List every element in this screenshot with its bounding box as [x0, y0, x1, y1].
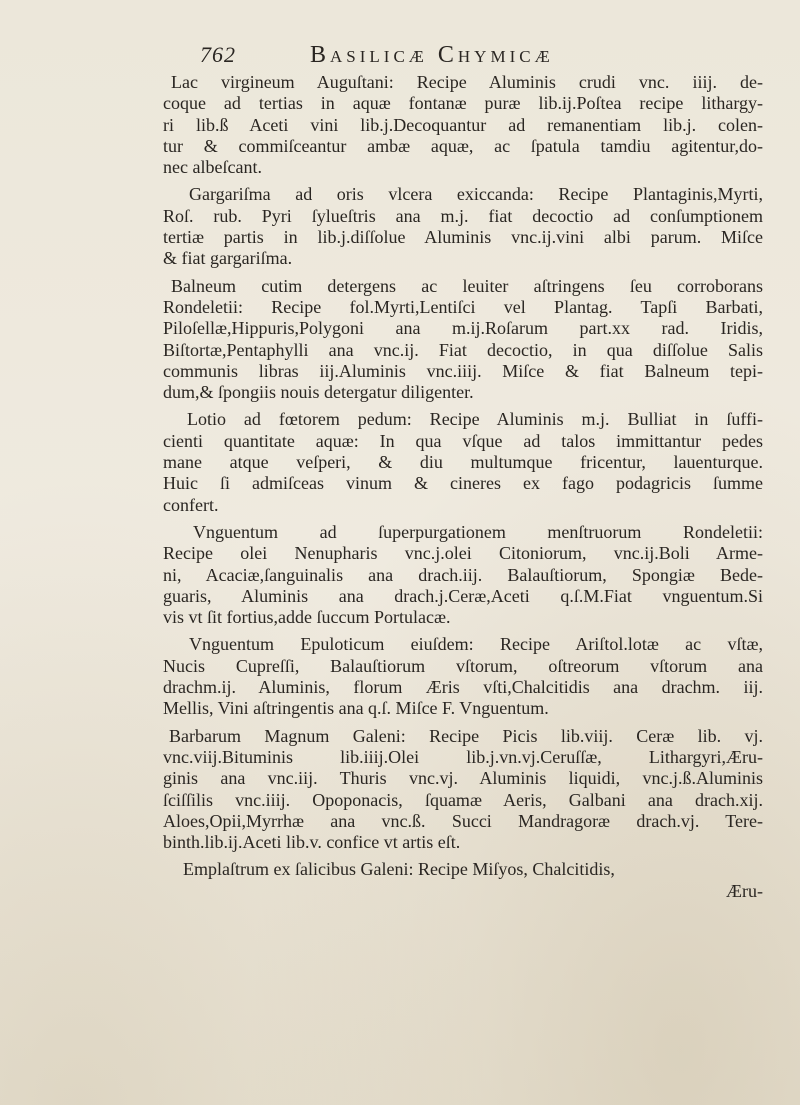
- text-line: Vnguentum ad ſuperpurgationem menſtruorum Rondeletii:: [193, 521, 763, 542]
- text-line: nec albeſcant.: [163, 157, 262, 178]
- text-line: Rondeletii: Recipe fol.Myrti,Lentiſci vel Plantag. Tapſi Barbati,: [163, 296, 763, 317]
- text-line: mane atque veſperi, & diu multumque fricentur, lauenturque.: [163, 452, 763, 473]
- text-line: vis vt ſit fortius,adde ſuccum Portulacæ.: [163, 607, 451, 628]
- text-line: tur & commiſceantur ambæ aquæ, ac ſpatula tamdiu agitentur,do-: [163, 135, 763, 156]
- text-line: Vnguentum Epuloticum eiuſdem: Recipe Ariſtol.lotæ ac vſtæ,: [189, 634, 763, 655]
- text-line: Emplaſtrum ex ſalicibus Galeni: Recipe Miſyos, Chalcitidis,: [183, 859, 615, 880]
- catchword: Æru-: [726, 880, 763, 901]
- text-line: Huic ſi admiſceas vinum & cineres ex fago podagricis ſumme: [163, 473, 763, 494]
- text-line: ri lib.ß Aceti vini lib.j.Decoquantur ad remanentiam lib.j. colen-: [163, 114, 763, 135]
- text-line: cienti quantitate aquæ: In qua vſque ad talos immittantur pedes: [163, 430, 763, 451]
- text-line: guaris, Aluminis ana drach.j.Ceræ,Aceti q.ſ.M.Fiat vnguentum.Si: [163, 585, 763, 606]
- page-number: 762: [200, 42, 236, 67]
- text-line: Nucis Cupreſſi, Balauſtiorum vſtorum, oſtreorum vſtorum ana: [163, 655, 763, 676]
- text-line: Mellis, Vini aſtringentis ana q.ſ. Miſce F. Vnguentum.: [163, 698, 549, 719]
- page-header: [200, 42, 760, 72]
- paragraph: [163, 276, 763, 404]
- running-head: Basilicæ Chymicæ: [310, 42, 554, 68]
- text-line: coque ad tertias in aquæ fontanæ puræ lib.ij.Poſtea recipe lithargy-: [163, 93, 763, 114]
- text-line: Barbarum Magnum Galeni: Recipe Picis lib.viij. Ceræ lib. vj.: [169, 725, 763, 746]
- paragraph: [163, 72, 763, 178]
- text-line: communis libras iij.Aluminis vnc.iiij. Miſce & fiat Balneum tepi-: [163, 360, 763, 381]
- text-line: dum,& ſpongiis nouis detergatur diligenter.: [163, 382, 474, 403]
- text-line: ſciſſilis vnc.iiij. Opoponacis, ſquamæ Aeris, Galbani ana drach.xij.: [163, 789, 763, 810]
- text-line: confert.: [163, 494, 219, 515]
- text-line: & fiat gargariſma.: [163, 248, 293, 269]
- text-line: tertiæ partis in lib.j.diſſolue Aluminis vnc.ij.vini albi parum. Miſce: [163, 227, 763, 248]
- paragraph: [163, 184, 763, 269]
- text-line: drachm.ij. Aluminis, florum Æris vſti,Chalcitidis ana drachm. iij.: [163, 677, 763, 698]
- text-line: Recipe olei Nenupharis vnc.j.olei Citoniorum, vnc.ij.Boli Arme-: [163, 543, 763, 564]
- paragraph: [163, 522, 763, 628]
- body-text: [163, 72, 763, 902]
- text-line: Roſ. rub. Pyri ſylueſtris ana m.j. fiat decoctio ad conſumptionem: [163, 205, 763, 226]
- text-line: Biſtortæ,Pentaphylli ana vnc.ij. Fiat decoctio, in qua diſſolue Salis: [163, 339, 763, 360]
- text-line: Lac virgineum Auguſtani: Recipe Aluminis crudi vnc. iiij. de-: [171, 72, 763, 92]
- paragraph: [163, 726, 763, 854]
- text-line: Balneum cutim detergens ac leuiter aſtringens ſeu corroborans: [171, 275, 763, 296]
- text-line: Lotio ad fœtorem pedum: Recipe Aluminis m.j. Bulliat in ſuffi-: [187, 409, 763, 430]
- text-line: vnc.viij.Bituminis lib.iiij.Olei lib.j.vn.vj.Ceruſſæ, Lithargyri,Æru-: [163, 746, 763, 767]
- paragraph: [163, 859, 763, 880]
- text-line: ni, Acaciæ,ſanguinalis ana drach.iij. Balauſtiorum, Spongiæ Bede-: [163, 564, 763, 585]
- text-line: binth.lib.ij.Aceti lib.v. confice vt artis eſt.: [163, 832, 461, 853]
- text-line: ginis ana vnc.iij. Thuris vnc.vj. Aluminis liquidi, vnc.j.ß.Aluminis: [163, 768, 763, 789]
- paragraph: [163, 634, 763, 719]
- text-line: Piloſellæ,Hippuris,Polygoni ana m.ij.Roſarum part.xx rad. Iridis,: [163, 318, 763, 339]
- text-line: Aloes,Opii,Myrrhæ ana vnc.ß. Succi Mandragoræ drach.vj. Tere-: [163, 810, 763, 831]
- text-line: Gargariſma ad oris vlcera exiccanda: Recipe Plantaginis,Myrti,: [189, 184, 763, 205]
- paragraph: [163, 409, 763, 515]
